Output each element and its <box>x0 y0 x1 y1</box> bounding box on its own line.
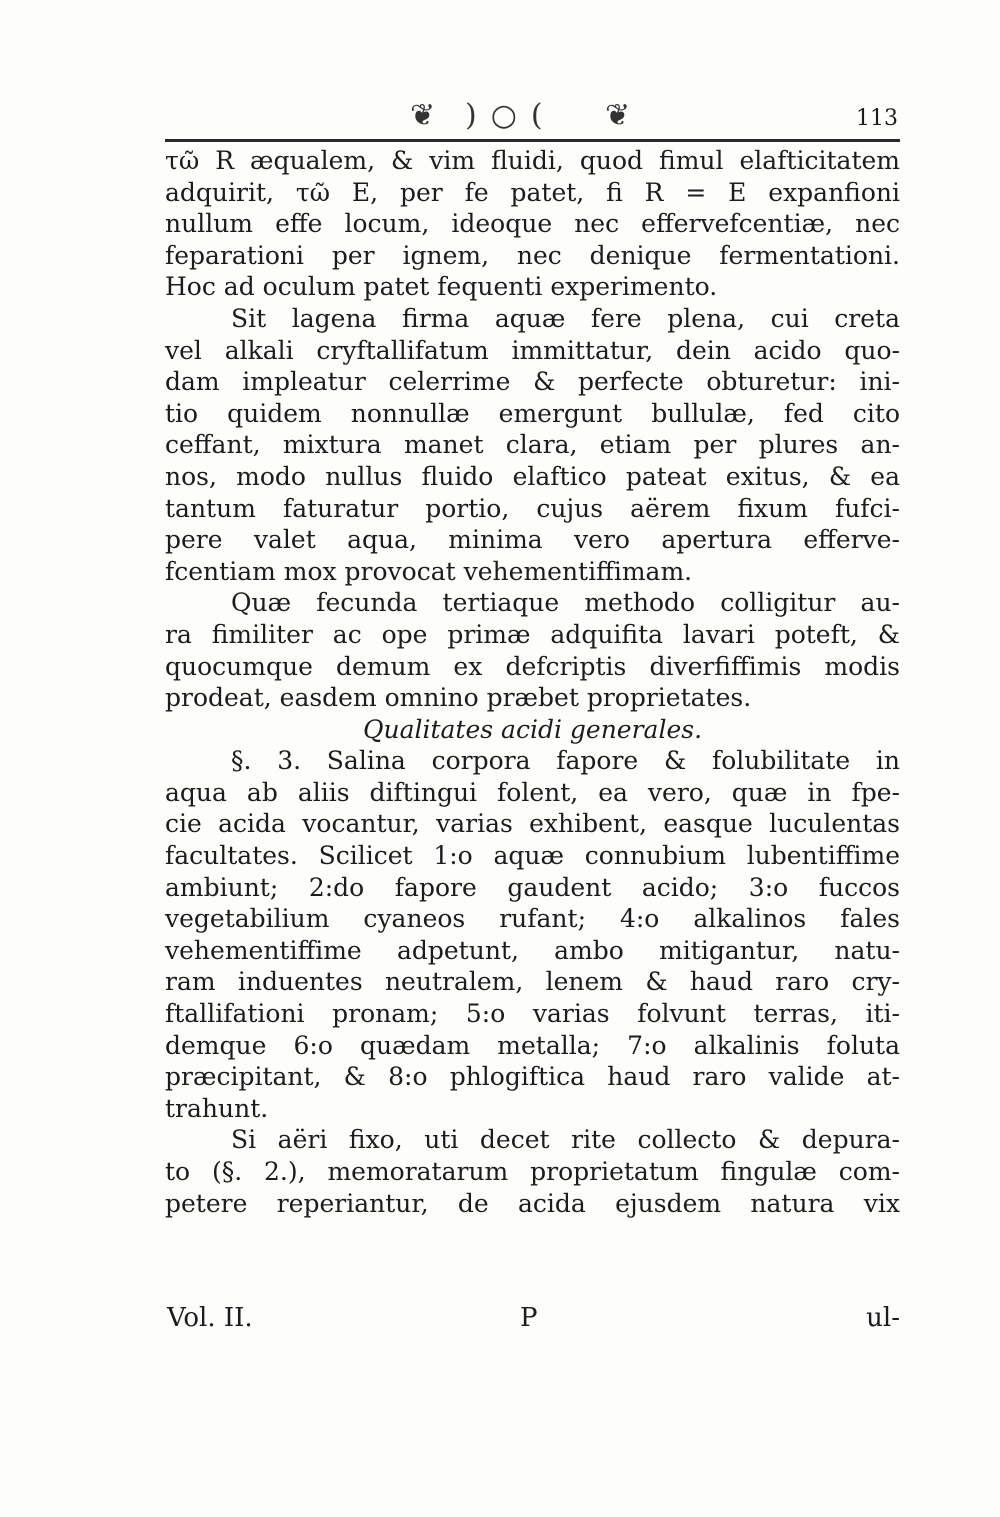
text-line: tantum faturatur portio, cujus aërem fixum fufci- <box>165 493 900 523</box>
text-line: ftallifationi pronam; 5:o varias folvunt terras, iti- <box>165 999 900 1029</box>
text-line: dam impleatur celerrime & perfecte obturetur: ini- <box>165 367 900 397</box>
signature-mark: P <box>520 1303 538 1333</box>
text-line: cie acida vocantur, varias exhibent, easque luculentas <box>165 809 900 839</box>
text-line: trahunt. <box>165 1093 269 1123</box>
running-header <box>165 96 900 136</box>
text-line: vegetabilium cyaneos rufant; 4:o alkalinos fales <box>165 904 900 934</box>
section-heading: Qualitates acidi generales. <box>362 714 703 744</box>
text-line: quocumque demum ex defcriptis diverfiffimis modis <box>165 651 900 681</box>
text-line: vel alkali cryftallifatum immittatur, dein acido quo- <box>165 335 900 365</box>
header-rule <box>165 139 900 142</box>
text-line: Hoc ad oculum patet fequenti experimento. <box>165 272 718 302</box>
text-line: prodeat, easdem omnino præbet proprietates. <box>165 683 752 713</box>
text-line: nos, modo nullus fluido elaftico pateat exitus, & ea <box>165 461 900 491</box>
page-number: 113 <box>856 106 898 131</box>
text-line: fcentiam mox provocat vehementiffimam. <box>165 556 693 586</box>
text-line: præcipitant, & 8:o phlogiftica haud raro valide at- <box>165 1062 900 1092</box>
header-ornament: )○( <box>465 98 557 133</box>
paragraph-2 <box>165 303 900 587</box>
text-line: facultates. Scilicet 1:o aquæ connubium lubentiffime <box>165 841 900 871</box>
fleuron-right-icon: ❦ <box>605 98 631 133</box>
text-line: petere reperiantur, de acida ejusdem natura vix <box>165 1188 900 1218</box>
text-line: τῶ R æqualem, & vim fluidi, quod fimul elafticitatem <box>165 146 900 175</box>
page-footer <box>165 1302 900 1334</box>
fleuron-left-icon: ❦ <box>410 98 436 133</box>
text-line: vehementiffime adpetunt, ambo mitigantur, natu- <box>165 935 900 965</box>
text-line: ambiunt; 2:do fapore gaudent acido; 3:o fuccos <box>165 872 900 902</box>
paragraph-5 <box>165 1124 900 1219</box>
text-line: ceffant, mixtura manet clara, etiam per plures an- <box>165 430 900 460</box>
text-line: tio quidem nonnullæ emergunt bullulæ, fed cito <box>165 398 900 428</box>
catchword: ul- <box>866 1303 900 1333</box>
text-line: demque 6:o quædam metalla; 7:o alkalinis foluta <box>165 1030 900 1060</box>
text-line: §. 3. Salina corpora fapore & folubilitate in <box>231 746 900 776</box>
paragraph-4 <box>165 745 900 1124</box>
text-line: ra fimiliter ac ope primæ adquifita lavari poteft, & <box>165 619 900 649</box>
volume-label: Vol. II. <box>167 1303 253 1333</box>
paragraph-3 <box>165 587 900 713</box>
text-line: adquirit, τῶ E, per fe patet, fi R = E expanfioni <box>165 177 900 207</box>
text-line: pere valet aqua, minima vero apertura efferve- <box>165 525 900 555</box>
body-text <box>165 145 900 1219</box>
text-line: ram induentes neutralem, lenem & haud raro cry- <box>165 967 900 997</box>
text-line: aqua ab aliis diftingui folent, ea vero, quæ in fpe- <box>165 777 900 807</box>
text-line: feparationi per ignem, nec denique fermentationi. <box>165 240 900 270</box>
text-line: Si aëri fixo, uti decet rite collecto & depura- <box>231 1125 900 1155</box>
text-line: Quæ fecunda tertiaque methodo colligitur au- <box>231 588 900 618</box>
paragraph-1 <box>165 145 900 303</box>
text-line: Sit lagena firma aquæ fere plena, cui creta <box>231 303 900 333</box>
text-line: to (§. 2.), memoratarum proprietatum fingulæ com- <box>165 1157 900 1186</box>
text-line: nullum effe locum, ideoque nec effervefcentiæ, nec <box>165 209 900 239</box>
